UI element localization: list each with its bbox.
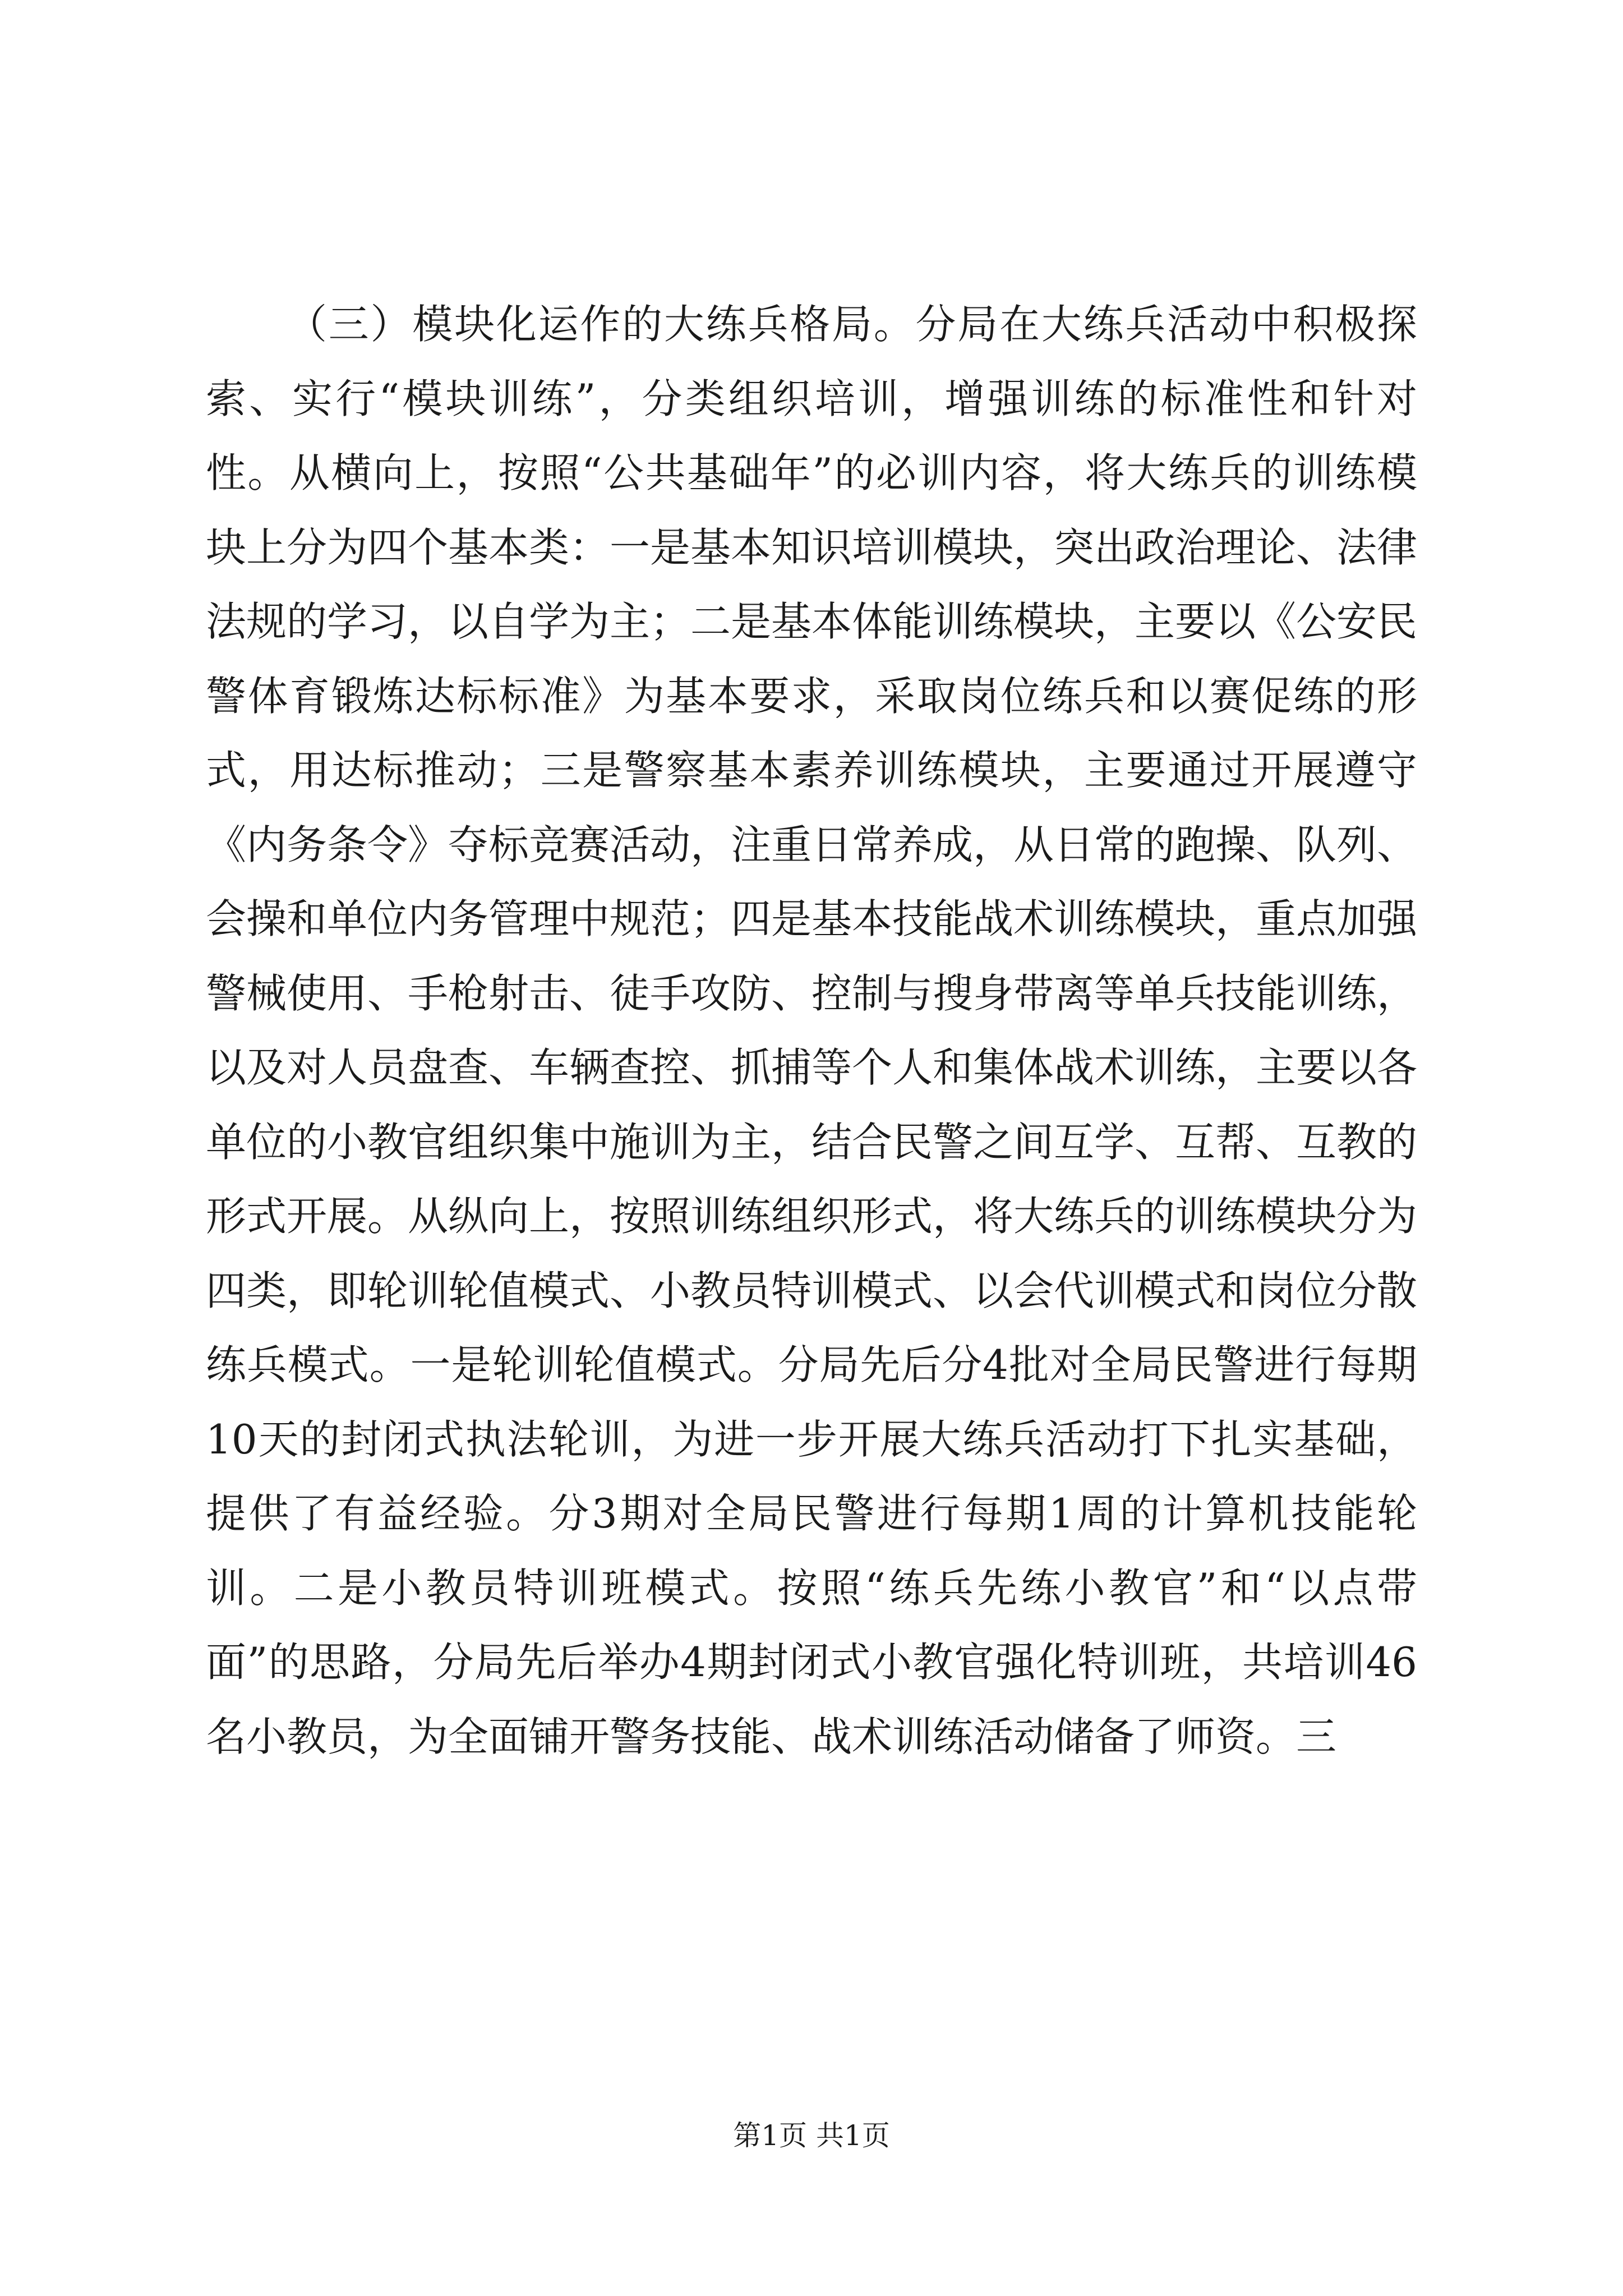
body-paragraph: （三）模块化运作的大练兵格局。分局在大练兵活动中积极探索、实行“模块训练”，分类组织培训，增强训练的标准性和针对性。从横向上，按照“公共基础年”的必训内容，将大练兵的训练模块上分为四个基本类：一是基本知识培训模块，突出政治理论、法律法规的学习，以自学为主；二是基本体能训练模块，主要以《公安民警体育锻炼达标标准》为基本要求，采取岗位练兵和以赛促练的形式，用达标推动；三是警察基本素养训练模块，主要通过开展遵守《内务条令》夺标竞赛活动，注重日常养成，从日常的跑操、队列、会操和单位内务管理中规范；四是基本技能战术训练模块，重点加强警械使用、手枪射击、徒手攻防、控制与搜身带离等单兵技能训练，以及对人员盘查、车辆查控、抓捕等个人和集体战术训练，主要以各单位的小教官组织集中施训为主，结合民警之间互学、互帮、互教的形式开展。从纵向上，按照训练组织形式，将大练兵的训练模块分为四类，即轮训轮值模式、小教员特训模式、以会代训模式和岗位分散练兵模式。一是轮训轮值模式。分局先后分4批对全局民警进行每期10天的封闭式执法轮训，为进一步开展大练兵活动打下扎实基础，提供了有益经验。分3期对全局民警进行每期1周的计算机技能轮训。二是小教员特训班模式。按照“练兵先练小教官”和“以点带面”的思路，分局先后举办4期封闭式小教官强化特训班，共培训46名小教员，为全面铺开警务技能、战术训练活动储备了师资。三 bbox=[206, 301, 1418, 1760]
page-footer: 第1页 共1页 bbox=[733, 2119, 890, 2152]
